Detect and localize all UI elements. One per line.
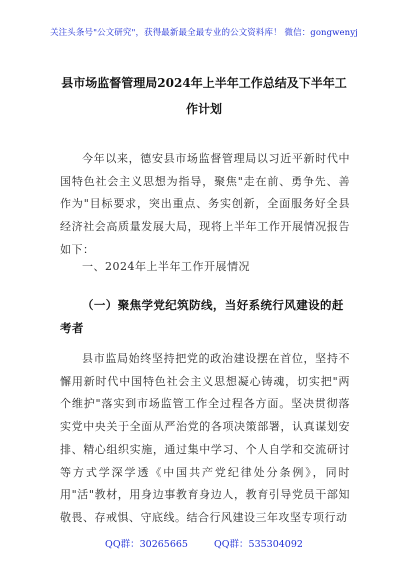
intro-paragraph: 今年以来，德安县市场监督管理局以习近平新时代中国特色社会主义思想为指导，聚焦"走在前、勇争先、善作为"目标要求，突出重点、务实创新，全面服务好全县经济社会高质量发展大局，现将上半年工作开展情况报告如下： xyxy=(60,152,350,256)
subsection-paragraph-1: 县市监局始终坚持把党的政治建设摆在首位，坚持不懈用新时代中国特色社会主义思想凝心铸魂，切实把"两个维护"落实到市场监管工作全过程各方面。坚决贯彻落实党中央关于全面从严治党的各项决策部署，认真谋划安排、精心组织实施，通过集中学习、个人自学和交流研讨等方式学深学透《中国共产党纪律处分条例》，同时用"活"教材，用身边事教育身边人，教育引导党员干部知敬畏、存戒惧、守底线。结合行风建设三年攻坚专项行动 xyxy=(60,352,350,524)
footer-contact-bar xyxy=(0,536,408,550)
subsection-heading-1: （一）聚焦学党纪筑防线，当好系统行风建设的赶考者 xyxy=(60,298,344,335)
footer-qq-group-1: QQ群：30265665 xyxy=(105,539,188,550)
footer-qq-group-2: QQ群：535304092 xyxy=(213,539,303,550)
section-heading-1: 一、2024年上半年工作开展情况 xyxy=(82,260,250,273)
header-promo-banner: 关注头条号"公文研究"，获得最新最全最专业的公文资料库！ 微信：gongwenyj xyxy=(50,28,358,38)
document-title: 县市场监督管理局2024年上半年工作总结及下半年工作计划 xyxy=(61,76,347,116)
